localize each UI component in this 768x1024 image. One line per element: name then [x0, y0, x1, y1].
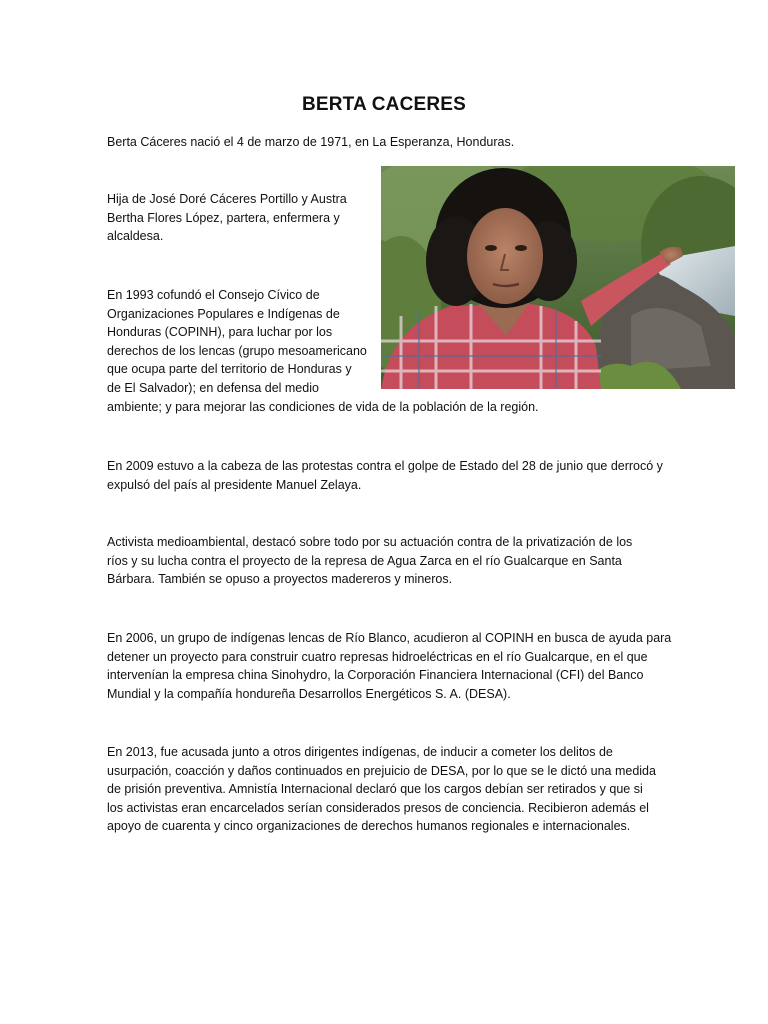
paragraph-line: expulsó del país al presidente Manuel Zelaya. [107, 477, 362, 492]
copinh-line: derechos de los lencas (grupo mesoamericano [107, 343, 367, 358]
portrait-photo [381, 166, 735, 389]
paragraph-line: Bárbara. También se opuso a proyectos madereros y mineros. [107, 572, 453, 586]
page-title: BERTA CACERES [301, 94, 467, 115]
family-line: Hija de José Doré Cáceres Portillo y Austra [107, 192, 347, 206]
copinh-line: que ocupa parte del territorio de Honduras y [107, 362, 352, 376]
family-line: alcaldesa. [107, 229, 164, 243]
paragraph-line: En 2009 estuvo a la cabeza de las protestas contra el golpe de Estado del 28 de junio que derrocó y [107, 459, 663, 473]
accusation-2013-paragraph [107, 743, 667, 836]
intro-paragraph: Berta Cáceres nació el 4 de marzo de 1971, en La Esperanza, Honduras. [107, 135, 515, 149]
paragraph-line: intervenían la empresa china Sinohydro, la Corporación Financiera Internacional (CFI) del Banco [107, 668, 644, 682]
paragraph-line: detener un proyecto para construir cuatro represas hidroeléctricas en el río Gualcarque, en el que [107, 649, 648, 664]
rio-blanco-2006-paragraph [107, 629, 672, 703]
family-line: Bertha Flores López, partera, enfermera y [107, 210, 340, 225]
paragraph-line: En 2006, un grupo de indígenas lencas de Río Blanco, acudieron al COPINH en busca de ayuda para [107, 631, 672, 645]
copinh-paragraph-tail: ambiente; y para mejorar las condiciones de vida de la población de la región. [107, 400, 539, 414]
copinh-paragraph [107, 286, 377, 397]
paragraph-line: ríos y su lucha contra el proyecto de la represa de Agua Zarca en el río Gualcarque en Santa [107, 553, 622, 568]
paragraph-line: los activistas eran encarcelados serían considerados presos de conciencia. Recibieron además el [107, 800, 649, 815]
paragraph-line: de prisión preventiva. Amnistía Internacional declaró que los cargos debían ser retirados y que si [107, 782, 643, 796]
copinh-line: de El Salvador); en defensa del medio [107, 380, 319, 395]
copinh-line: Organizaciones Populares e Indígenas de [107, 306, 340, 321]
paragraph-line: En 2013, fue acusada junto a otros dirigentes indígenas, de inducir a cometer los delitos de [107, 745, 613, 759]
protests-2009-paragraph [107, 457, 667, 494]
activist-paragraph [107, 533, 667, 589]
paragraph-line: Activista medioambiental, destacó sobre todo por su actuación contra de la privatización de los [107, 535, 633, 549]
copinh-line: Honduras (COPINH), para luchar por los [107, 325, 333, 339]
copinh-line: En 1993 cofundó el Consejo Cívico de [107, 288, 320, 302]
paragraph-line: usurpación, coacción y daños continuados en prejuicio de DESA, por lo que se le dictó una medida [107, 763, 656, 778]
paragraph-line: apoyo de cuarenta y cinco organizaciones de derechos humanos regionales e internacionales. [107, 819, 631, 833]
paragraph-line: Mundial y la compañía hondureña Desarrollos Energéticos S. A. (DESA). [107, 686, 511, 701]
family-paragraph [107, 190, 362, 246]
